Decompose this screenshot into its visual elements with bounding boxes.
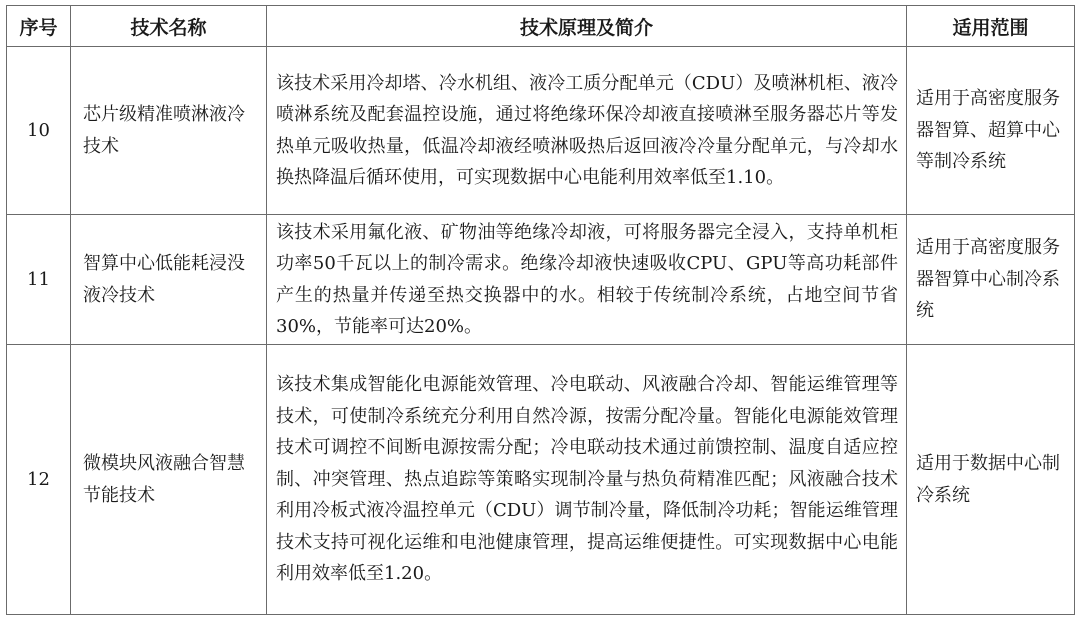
technology-table <box>6 5 1075 615</box>
row-number: 12 <box>7 345 71 615</box>
header-num: 序号 <box>7 6 71 47</box>
technology-description: 该技术采用冷却塔、冷水机组、液冷工质分配单元（CDU）及喷淋机柜、液冷喷淋系统及配套温控设施，通过将绝缘环保冷却液直接喷淋至服务器芯片等发热单元吸收热量，低温冷却液经喷淋吸热后返回液冷冷量分配单元，与冷却水换热降温后循环使用，可实现数据中心电能利用效率低至1.10。 <box>267 47 907 215</box>
application-scope: 适用于数据中心制冷系统 <box>907 345 1075 615</box>
table-row <box>7 345 1075 615</box>
row-number: 10 <box>7 47 71 215</box>
technology-name: 微模块风液融合智慧节能技术 <box>71 345 267 615</box>
technology-description: 该技术集成智能化电源能效管理、冷电联动、风液融合冷却、智能运维管理等技术，可使制冷系统充分利用自然冷源，按需分配冷量。智能化电源能效管理技术可调控不间断电源按需分配；冷电联动技术通过前馈控制、温度自适应控制、冲突管理、热点追踪等策略实现制冷量与热负荷精准匹配；风液融合技术利用冷板式液冷温控单元（CDU）调节制冷量，降低制冷功耗；智能运维管理技术支持可视化运维和电池健康管理，提高运维便捷性。可实现数据中心电能利用效率低至1.20。 <box>267 345 907 615</box>
table-row <box>7 215 1075 345</box>
header-scope: 适用范围 <box>907 6 1075 47</box>
header-desc: 技术原理及简介 <box>267 6 907 47</box>
application-scope: 适用于高密度服务器智算、超算中心等制冷系统 <box>907 47 1075 215</box>
technology-name: 智算中心低能耗浸没液冷技术 <box>71 215 267 345</box>
header-name: 技术名称 <box>71 6 267 47</box>
row-number: 11 <box>7 215 71 345</box>
application-scope: 适用于高密度服务器智算中心制冷系统 <box>907 215 1075 345</box>
technology-name: 芯片级精准喷淋液冷技术 <box>71 47 267 215</box>
table-row <box>7 47 1075 215</box>
table-header-row <box>7 6 1075 47</box>
technology-description: 该技术采用氟化液、矿物油等绝缘冷却液，可将服务器完全浸入，支持单机柜功率50千瓦以上的制冷需求。绝缘冷却液快速吸收CPU、GPU等高功耗部件产生的热量并传递至热交换器中的水。相较于传统制冷系统，占地空间节省30%，节能率可达20%。 <box>267 215 907 345</box>
